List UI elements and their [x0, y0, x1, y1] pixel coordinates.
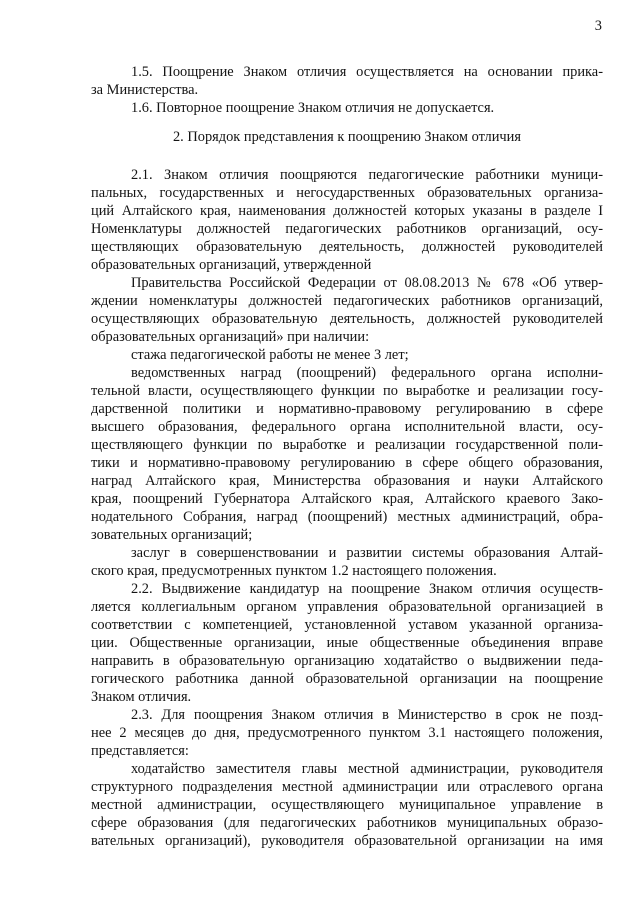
text-line: за Министерства. — [91, 82, 199, 98]
text-line: ведомственных наград (поощрений) федерального органа исполни- — [131, 365, 603, 381]
text-line: 2.3. Для поощрения Знаком отличия в Министерство в срок не позд- — [131, 707, 603, 723]
text-line: местной администрации, осуществляющего муниципальное управление в — [91, 797, 603, 813]
text-line: Знаком отличия. — [91, 689, 192, 705]
text-line: структурного подразделения местной администрации или отраслевого органа — [91, 779, 603, 795]
text-line: сфере образования (для педагогических работников муниципальных образо- — [91, 815, 603, 831]
text-line: гогического работника данной образовательной организации на поощрение — [91, 671, 603, 687]
text-line: образовательных организаций, утвержденной — [91, 257, 372, 273]
text-line: ждении номенклатуры должностей педагогических работников организаций, — [91, 293, 603, 309]
text-line: стажа педагогической работы не менее 3 лет; — [131, 347, 409, 363]
text-line: тики и нормативно-правовому регулированию в сфере общего образования, — [91, 455, 603, 471]
text-line: ского края, предусмотренных пунктом 1.2 настоящего положения. — [91, 563, 497, 579]
text-line: наград Алтайского края, Министерства образования и науки Алтайского — [91, 473, 603, 489]
text-line: образовательных организаций» при наличии: — [91, 329, 370, 345]
text-line: осуществляющих образовательную деятельность, должностей руководителей — [91, 311, 603, 327]
text-line: Правительства Российской Федерации от 08.08.2013 № 678 «Об утвер- — [131, 275, 603, 291]
text-line: ществляющих образовательную деятельность, должностей руководителей — [91, 239, 603, 255]
text-line: нодательного Собрания, наград (поощрений) местных администраций, обра- — [91, 509, 603, 525]
page-number: 3 — [594, 18, 602, 34]
text-line: представляется: — [91, 743, 189, 759]
text-line: ществляющего функции по выработке и реализации государственной поли- — [91, 437, 603, 453]
text-line: тельной власти, осуществляющего функции по выработке и реализации госу- — [91, 383, 603, 399]
text-line: ций Алтайского края, наименования должностей которых указаны в разделе I — [91, 203, 603, 219]
text-line: 1.6. Повторное поощрение Знаком отличия не допускается. — [131, 100, 495, 116]
text-line: соответствии с компетенцией, установленной уставом указанной организа- — [91, 617, 603, 633]
text-line: высшего образования, федерального органа исполнительной власти, осу- — [91, 419, 603, 435]
text-line: ходатайство заместителя главы местной администрации, руководителя — [131, 761, 603, 777]
text-line: ляется коллегиальным органом управления образовательной организацией в — [91, 599, 603, 615]
text-line: 1.5. Поощрение Знаком отличия осуществляется на основании прика- — [131, 64, 603, 80]
text-line: 2.2. Выдвижение кандидатур на поощрение Знаком отличия осуществ- — [131, 581, 603, 597]
text-line: 2.1. Знаком отличия поощряются педагогические работники муници- — [131, 167, 603, 183]
text-line: нее 2 месяцев до дня, предусмотренного пунктом 3.1 настоящего положения, — [91, 725, 603, 741]
text-line: ции. Общественные организации, иные общественные объединения вправе — [91, 635, 603, 651]
text-line: пальных, государственных и негосударственных образовательных организа- — [91, 185, 603, 201]
section-heading: 2. Порядок представления к поощрению Знаком отличия — [172, 129, 521, 145]
text-line: Номенклатуры должностей педагогических работников организаций, осу- — [91, 221, 603, 237]
text-line: дарственной политики и нормативно-правовому регулированию в сфере — [91, 401, 603, 417]
text-line: направить в образовательную организацию ходатайство о выдвижении педа- — [91, 653, 603, 669]
text-line: края, поощрений Губернатора Алтайского края, Алтайского краевого Зако- — [91, 491, 603, 507]
text-line: заслуг в совершенствовании и развитии системы образования Алтай- — [131, 545, 603, 561]
text-line: зовательных организаций; — [91, 527, 253, 543]
text-line: вательных организаций), руководителя образовательной организации на имя — [91, 833, 603, 849]
